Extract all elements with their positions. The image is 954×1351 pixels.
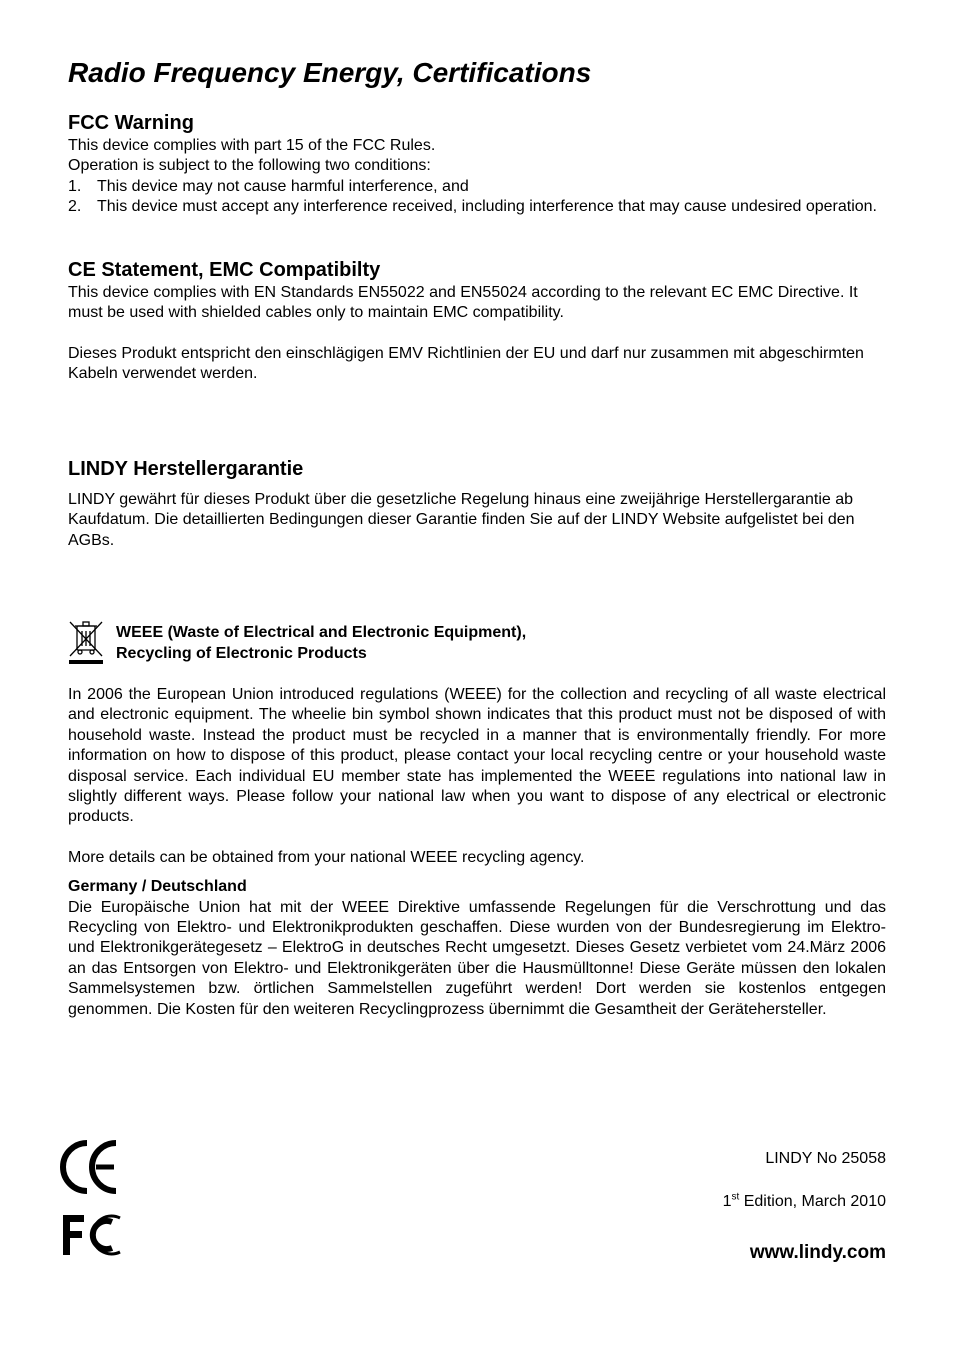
certification-logos	[60, 1137, 126, 1258]
fcc-conditions-list	[68, 177, 886, 218]
ce-mark-logo	[60, 1137, 120, 1197]
ce-paragraph-en: This device complies with EN Standards EN55022 and EN55024 according to the relevant EC EMC Directive. It must be used with shielded cables only to maintain EMC compatibility.	[68, 284, 858, 322]
list-item-number: 1.	[68, 177, 82, 195]
ce-heading: CE Statement, EMC Compatibilty	[68, 259, 381, 281]
warranty-heading: LINDY Herstellergarantie	[68, 458, 304, 480]
fcc-mark-logo	[60, 1212, 126, 1258]
crossed-wheelie-bin-icon	[68, 620, 104, 666]
weee-title	[116, 622, 526, 664]
list-item-text: This device must accept any interference received, including interference that may cause undesired operation.	[97, 198, 877, 216]
warranty-paragraph: LINDY gewährt für dieses Produkt über die gesetzliche Regelung hinaus eine zweijährige Herstellergarantie ab Kaufdatum. Die detaillierten Bedingungen dieser Garantie finden Sie auf der LINDY Website aufgelistet bei den AGBs.	[68, 491, 855, 549]
lindy-number: LINDY No 25058	[765, 1150, 886, 1167]
website-link[interactable]: www.lindy.com	[749, 1242, 886, 1263]
page-title: Radio Frequency Energy, Certifications	[68, 57, 592, 88]
fcc-line-1: This device complies with part 15 of the FCC Rules.	[68, 137, 436, 154]
edition-superscript: st	[731, 1191, 740, 1203]
ce-section	[68, 257, 886, 385]
weee-section	[68, 622, 886, 1020]
edition-number: 1	[722, 1193, 732, 1210]
edition-text: Edition, March 2010	[739, 1193, 886, 1210]
weee-title-line-1: WEEE (Waste of Electrical and Electronic Equipment),	[116, 624, 527, 641]
germany-heading: Germany / Deutschland	[68, 878, 247, 896]
weee-title-line-2: Recycling of Electronic Products	[116, 645, 367, 662]
warranty-section	[68, 456, 886, 551]
list-item-text: This device may not cause harmful interference, and	[97, 177, 469, 195]
list-item	[68, 177, 886, 197]
fcc-line-2: Operation is subject to the following two conditions:	[68, 157, 431, 175]
germany-paragraph: Die Europäische Union hat mit der WEEE Direktive umfassende Regelungen für die Verschrottung und das Recycling von Elektro- und Elektronikprodukten geschaffen. Diese wurden von der Bundesregierung im Elektro- und Elektronikgerätegesetz – ElektroG in deutsches Recht umgesetzt. Dieses Gesetz verbietet vom 24.März 2006 an das Entsorgen von Elektro- und Elektronikgeräten über die Hausmülltonne! Diese Geräte müssen den lokalen Sammelsystemen bzw. örtlichen Sammelstellen zugeführt werden! Dort werden sie kostenlos entgegen genommen. Die Kosten für den weiteren Recyclingprozess übernimmt die Gesamtheit der Gerätehersteller.	[68, 898, 886, 1018]
ce-paragraph-de: Dieses Produkt entspricht den einschlägigen EMV Richtlinien der EU und darf nur zusammen mit abgeschirmten Kabeln verwendet werden.	[68, 344, 864, 383]
weee-header	[68, 622, 886, 666]
list-item	[68, 197, 886, 217]
weee-details-paragraph: More details can be obtained from your national WEEE recycling agency.	[68, 848, 585, 866]
list-item-number: 2.	[68, 198, 82, 216]
fcc-heading: FCC Warning	[68, 112, 194, 134]
fcc-section	[68, 110, 886, 218]
weee-paragraph: In 2006 the European Union introduced regulations (WEEE) for the collection and recycling of all waste electrical and electronic equipment. The wheelie bin symbol shown indicates that this product must not be disposed of with household waste. Instead the product must be recycled in a manner that is environmentally friendly. For more information on how to dispose of this product, please contact your local recycling centre or your household waste disposal service. Each individual EU member state has implemented the WEEE regulations into national law in slightly different ways. Please follow your national law when you want to dispose of any electrical or electronic products.	[68, 686, 886, 826]
edition-info	[723, 1193, 886, 1211]
